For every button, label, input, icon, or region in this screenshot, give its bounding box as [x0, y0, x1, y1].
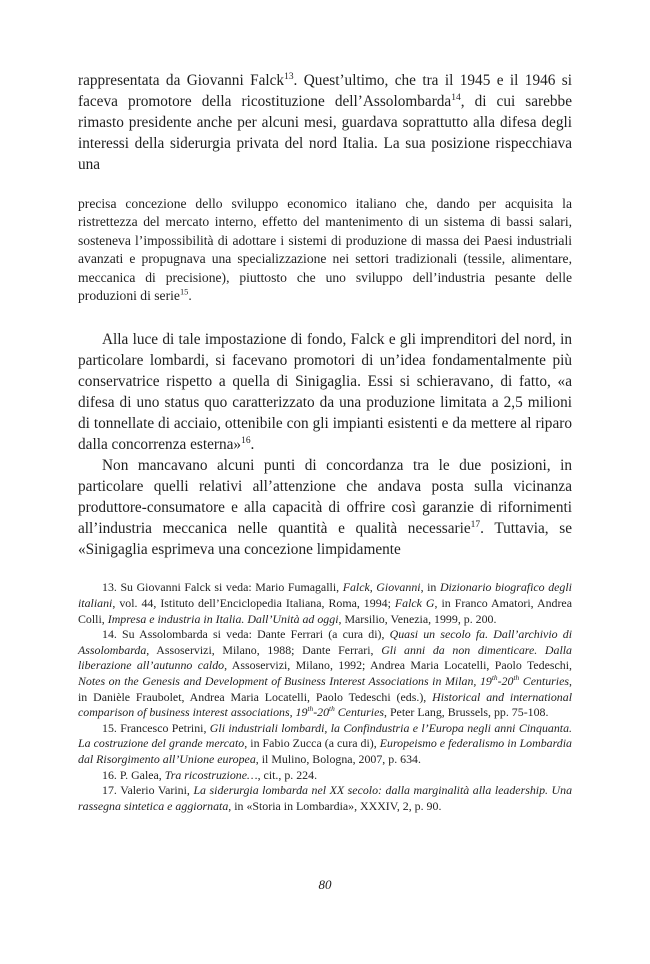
footnote-ref: 13	[284, 71, 294, 82]
italic-run: -20	[313, 705, 330, 720]
footnote-ref: 14	[451, 92, 461, 103]
italic-run: La siderurgia lombarda nel XX secolo: dalla marginalità alla leadership. Una rassegna sintetica e aggiornata	[78, 783, 573, 813]
italic-run: Tra ricostruzione…	[164, 767, 258, 782]
page-content	[78, 70, 572, 814]
footnotes	[78, 580, 572, 814]
footnote-ref: 17	[470, 520, 481, 531]
ordinal-suffix: th	[491, 673, 498, 683]
body-paragraph: rappresentata da Giovanni Falck$^{13}$. Quest’ultimo, che tra il 1945 e il 1946 si faceva promotore della ricostituzione dell’Assolombarda$^{14}$, di cui sarebbe rimasto presidente anche per alcuni mesi, guardava soprattutto alla difesa degli interessi della siderurgia privata del nord Italia. La sua posizione rispecchiava una	[78, 71, 573, 173]
italic-run: Centuries	[334, 705, 384, 720]
italic-run: Notes on the Genesis and Development of Business Interest Associations in Milan, 19	[78, 674, 492, 688]
italic-run: Historical and international comparison of business interest associations, 19	[78, 689, 572, 720]
italic-run: -20	[497, 674, 514, 688]
body-paragraph: Alla luce di tale impostazione di fondo, Falck e gli imprenditori del nord, in particolare lombardi, si facevano promotori di un’idea fondamentalmente più conservatrice rispetto a quella di Sinigaglia. Essi si schieravano, di fatto, «a difesa di uno status quo caratterizzato da una produzione limitata a 2,5 milioni di tonnellate di acciaio, ottenibile con gli impianti esistenti e da mettere al riparo dalla concorrenza esterna»$^{16}$.	[78, 331, 572, 454]
footnote: 14. Su Assolombarda si veda: Dante Ferrari (a cura di), Quasi un secolo fa. Dall’archivio di Assolombarda, Assoservizi, Milano, 1988; Dante Ferrari, Gli anni da non dimenticare. Dalla liberazione all’autunno caldo, Assoservizi, Milano, 1992; Andrea Maria Locatelli, Paolo Tedeschi, Notes on the Genesis and Development of Business Interest Associations in Milan, 19th-20th Centuries, in Danièle Fraubolet, Andrea Maria Locatelli, Paolo Tedeschi (eds.), Historical and international comparison of business interest associations, 19th-20th Centuries, Peter Lang, Brussels, pp. 75-108.	[78, 627, 573, 720]
ordinal-suffix: th	[307, 704, 314, 714]
footnote: 15. Francesco Petrini, Gli industriali lombardi, la Confindustria e l’Europa negli anni Cinquanta. La costruzione del grande mercato, in Fabio Zucca (a cura di), Europeismo e federalismo in Lombardia dal Risorgimento all’Unione europea, il Mulino, Bologna, 2007, p. 634.	[78, 720, 572, 766]
italic-run: Centuries	[519, 674, 570, 688]
italic-run: Falck G	[394, 596, 435, 611]
footnote: 16. P. Galea, Tra ricostruzione…, cit., p. 224.	[102, 767, 318, 782]
italic-run: Falck, Giovanni	[342, 580, 421, 595]
footnote: 17. Valerio Varini, La siderurgia lombarda nel XX secolo: dalla marginalità alla leadership. Una rassegna sintetica e aggiornata, in «Storia in Lombardia», XXXIV, 2, p. 90.	[78, 783, 573, 813]
page-number: 80	[318, 877, 332, 892]
italic-run: Europeismo e federalismo in Lombardia dal Risorgimento all’Unione europea	[78, 736, 572, 766]
italic-run: Gli anni da non dimenticare. Dalla liberazione all’autunno caldo	[78, 642, 572, 673]
ordinal-suffix: th	[513, 673, 520, 683]
italic-run: Impresa e industria in Italia. Dall’Unità ad oggi	[107, 611, 339, 626]
footnote-ref: 16	[241, 436, 251, 447]
italic-run: Quasi un secolo fa. Dall’archivio di Assolombarda	[78, 627, 573, 657]
italic-run: Gli industriali lombardi, la Confindustria e l’Europa negli anni Cinquanta. La costruzione del grande mercato	[78, 720, 572, 751]
italic-run: Dizionario biografico degli italiani	[78, 580, 572, 611]
body-paragraph: Non mancavano alcuni punti di concordanza tra le due posizioni, in particolare quelli relativi all’attenzione che andava posta sulla vicinanza produttore-consumatore e alla capacità di offrire così garanzie di rifornimenti all’industria meccanica nelle quantità e qualità necessarie$^{17}$. Tuttavia, se «Sinigaglia esprimeva una concezione limpidamente	[78, 457, 572, 559]
block-quote: precisa concezione dello sviluppo economico italiano che, dando per acquisita la ristrettezza del mercato interno, effetto del mantenimento di un sistema di bassi salari, sosteneva l’impossibilità di adottare i sistemi di produzione di massa dei Paesi industriali avanzati e propugnava una specializzazione nei settori tradizionali (tessile, alimentare, meccanica di precisione), piuttosto che uno sviluppo dell’industria pesante delle produzioni di serie$^{15}$.	[78, 196, 572, 304]
footnote-ref: 15	[179, 286, 189, 297]
ordinal-suffix: th	[329, 704, 335, 714]
footnote: 13. Su Giovanni Falck si veda: Mario Fumagalli, Falck, Giovanni, in Dizionario biografico degli italiani, vol. 44, Istituto dell’Enciclopedia Italiana, Roma, 1994; Falck G, in Franco Amatori, Andrea Colli, Impresa e industria in Italia. Dall’Unità ad oggi, Marsilio, Venezia, 1999, p. 200.	[78, 580, 572, 626]
